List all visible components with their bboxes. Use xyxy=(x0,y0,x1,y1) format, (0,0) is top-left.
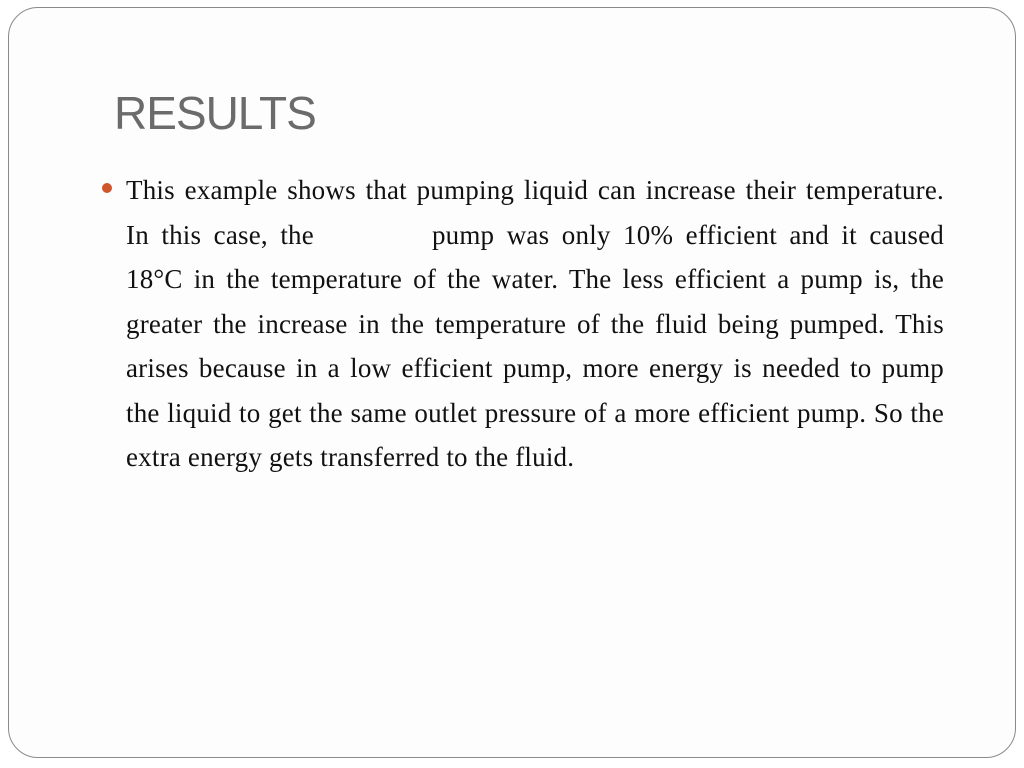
bullet-text-part-1: This example shows that pumping liquid can increase their temperature. In this case, the xyxy=(126,175,944,250)
bullet-list xyxy=(102,168,944,480)
bullet-text-part-2: pump was only 10% efficient and it caused 18°C in the temperature of the water. The less efficient a pump is, the greater the increase in the temperature of the fluid being pumped. This arises because in a low efficient pump, more energy is needed to pump the liquid to get the same outlet pressure of a more efficient pump. So the extra energy gets transferred to the fluid. xyxy=(126,219,944,472)
bullet-dot-icon xyxy=(102,183,112,193)
slide-title: RESULTS xyxy=(114,87,316,139)
bullet-text xyxy=(126,168,944,480)
bullet-item xyxy=(102,168,944,480)
